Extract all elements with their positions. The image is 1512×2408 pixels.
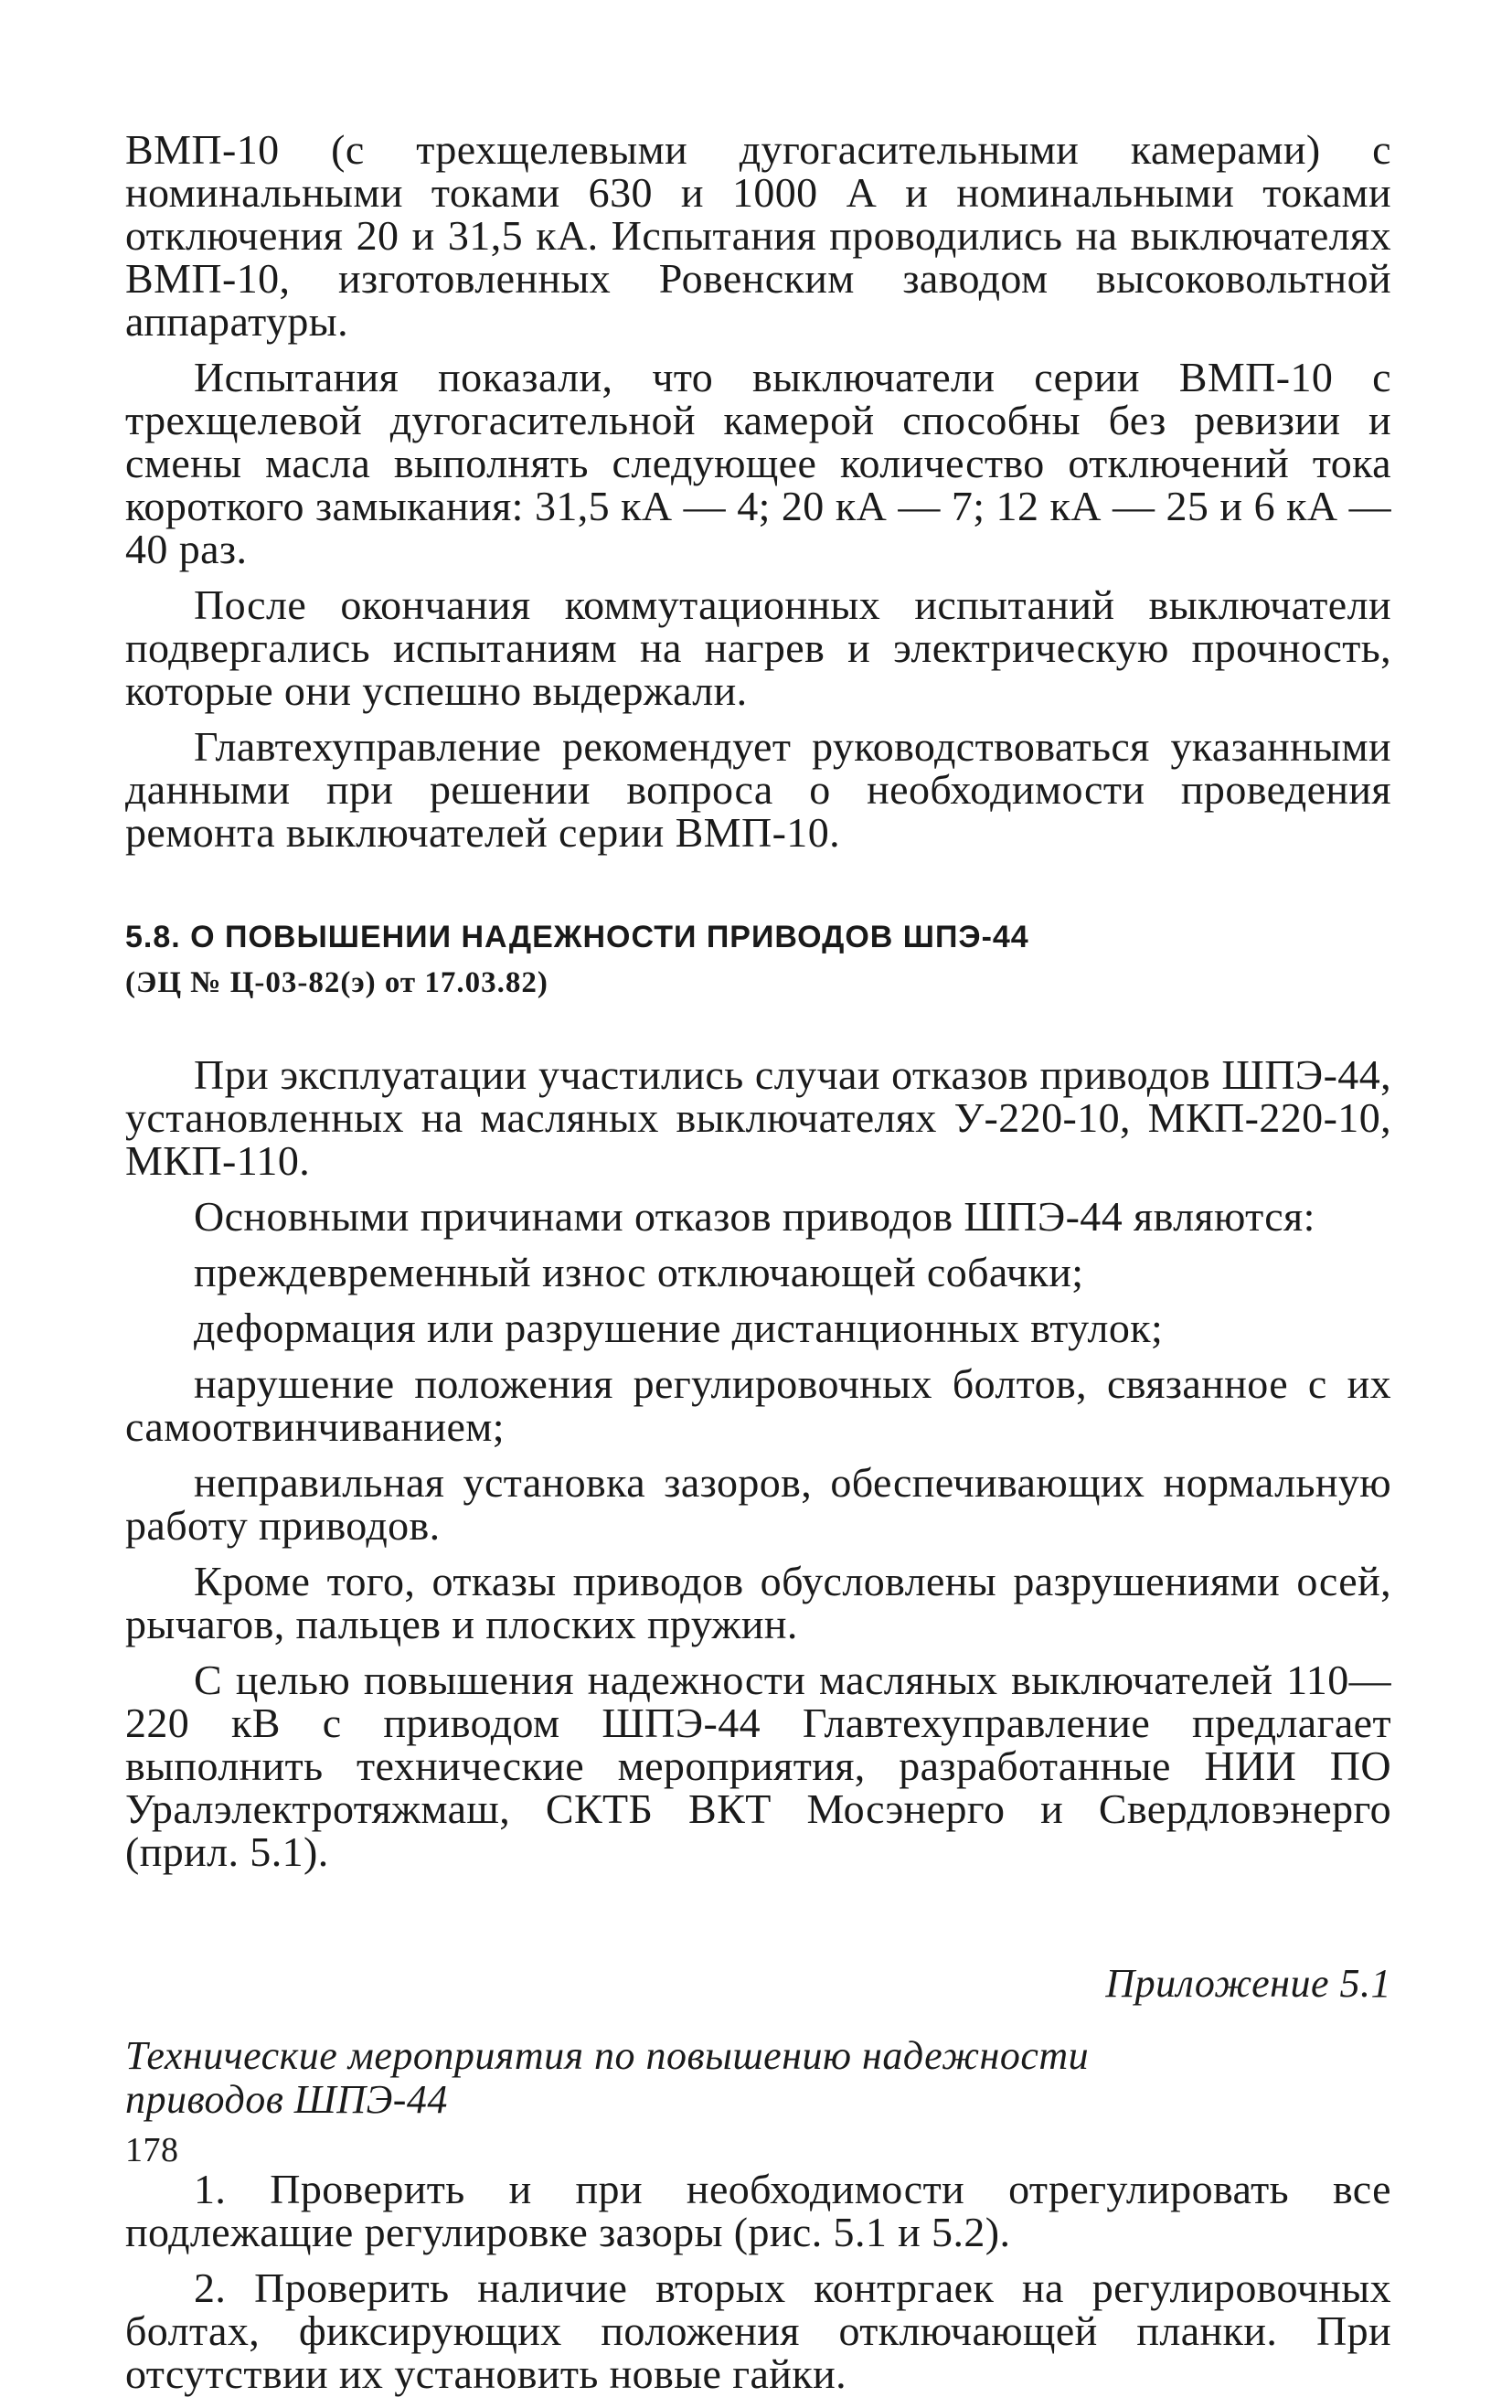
paragraph-after-tests: После окончания коммутационных испытаний выключатели подвергались испытаниям на нагрев и электрическую прочность, которые они успешно выдержали. bbox=[125, 581, 1391, 714]
appendix-item: 2. Проверить наличие вторых контргаек на регулировочных болтах, фиксирующих положения отключающей планки. При отсутствии их установить новые гайки. bbox=[125, 2264, 1391, 2397]
list-item-cause: деформация или разрушение дистанционных втулок; bbox=[194, 1305, 1164, 1351]
paragraph-intro: При эксплуатации участились случаи отказов приводов ШПЭ-44, установленных на масляных выключателях У-220-10, МКП-220-10, МКП-110. bbox=[125, 1051, 1391, 1184]
paragraph-causes-lead: Основными причинами отказов приводов ШПЭ-44 являются: bbox=[194, 1193, 1315, 1240]
list-item-cause: нарушение положения регулировочных болтов, связанное с их самоотвинчиванием; bbox=[125, 1360, 1391, 1450]
paragraph-test-results: Испытания показали, что выключатели серии ВМП-10 с трехщелевой дугогасительной камерой способны без ревизии и смены масла выполнять следующее количество отключений тока короткого замыкания: 31,5 кА — 4; 20 кА — 7; 12 кА — 25 и 6 кА — 40 раз. bbox=[125, 354, 1391, 572]
paragraph-recommendation: Главтехуправление рекомендует руководствоваться указанными данными при решении вопроса о необходимости проведения ремонта выключателей серии ВМП-10. bbox=[125, 723, 1391, 856]
list-item-cause: преждевременный износ отключающей собачки; bbox=[194, 1249, 1084, 1295]
appendix-title: Технические мероприятия по повышению надежности приводов ШПЭ-44 bbox=[125, 2033, 1090, 2122]
appendix-label: Приложение 5.1 bbox=[1105, 1961, 1391, 2006]
page-number: 178 bbox=[125, 2131, 179, 2169]
section-title: 5.8. О ПОВЫШЕНИИ НАДЕЖНОСТИ ПРИВОДОВ ШПЭ-44 bbox=[125, 920, 1029, 954]
section-subtitle: (ЭЦ № Ц-03-82(э) от 17.03.82) bbox=[125, 966, 548, 999]
paragraph-besides: Кроме того, отказы приводов обусловлены разрушениями осей, рычагов, пальцев и плоских пружин. bbox=[125, 1558, 1391, 1647]
section-heading bbox=[125, 914, 1391, 1006]
paragraph-continued: ВМП-10 (с трехщелевыми дугогасительными камерами) с номинальными токами 630 и 1000 А и номинальными токами отключения 20 и 31,5 кА. Испытания проводились на выключателях ВМП-10, изготовленных Ровенским заводом высоковольтной аппаратуры. bbox=[125, 126, 1391, 345]
document-page bbox=[125, 128, 1391, 2408]
appendix-item: 1. Проверить и при необходимости отрегулировать все подлежащие регулировке зазоры (рис. 5.1 и 5.2). bbox=[125, 2166, 1391, 2255]
paragraph-proposal: С целью повышения надежности масляных выключателей 110—220 кВ с приводом ШПЭ-44 Главтехуправление предлагает выполнить технические мероприятия, разработанные НИИ ПО Уралэлектротяжмаш, СКТБ ВКТ Мосэнерго и Свердловэнерго (прил. 5.1). bbox=[125, 1657, 1391, 1875]
list-item-cause: неправильная установка зазоров, обеспечивающих нормальную работу приводов. bbox=[125, 1459, 1391, 1549]
